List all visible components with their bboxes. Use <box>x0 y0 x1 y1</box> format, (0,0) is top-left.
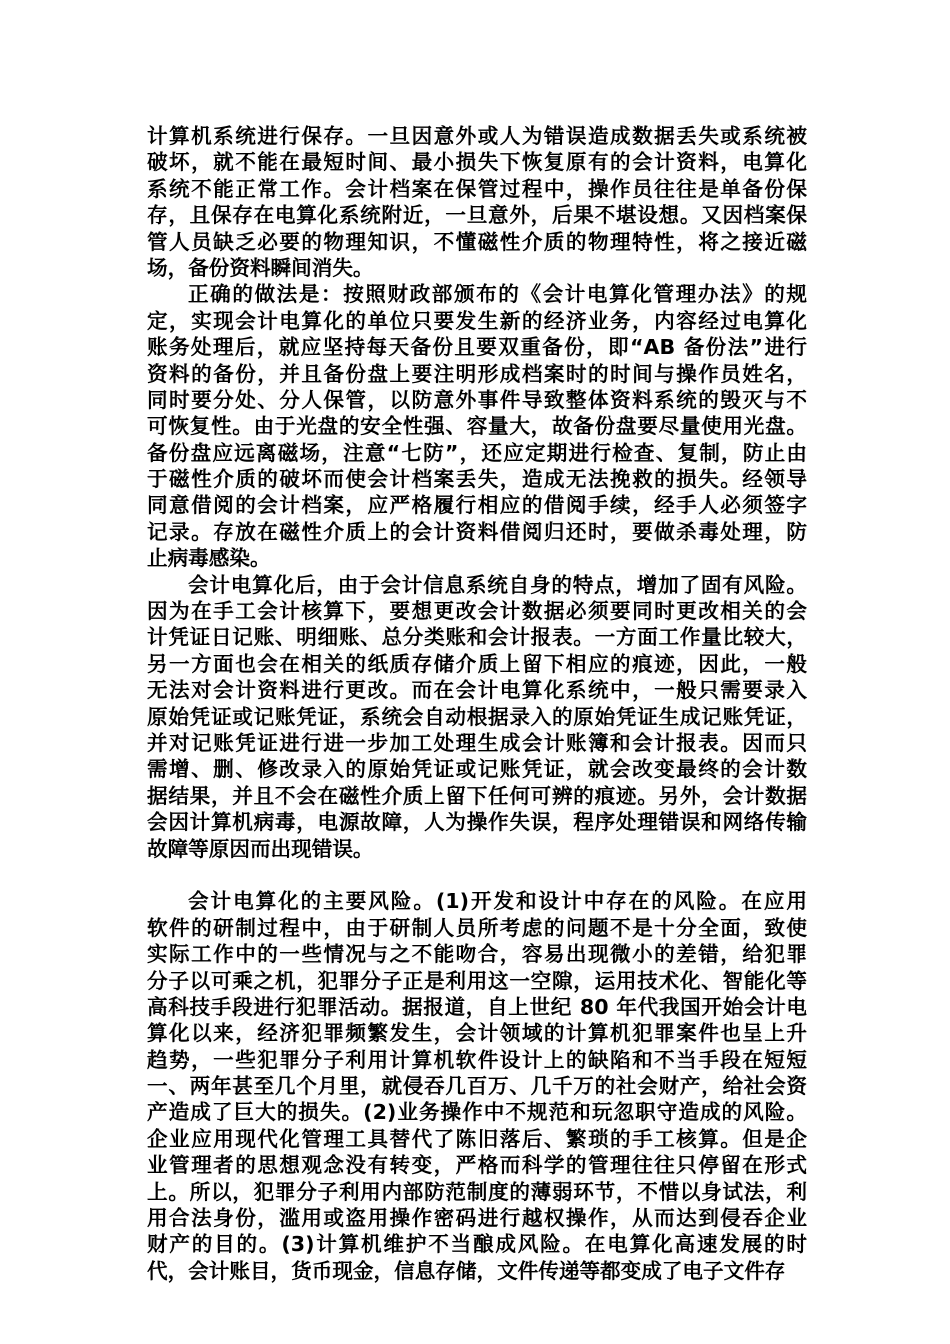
text-line: 同意借阅的会计档案，应严格履行相应的借阅手续，经手人必须签字 <box>147 493 807 518</box>
paragraph <box>147 281 807 571</box>
text-line: 软件的研制过程中，由于研制人员所考虑的问题不是十分全面，致使 <box>147 915 807 940</box>
text-line: 存，且保存在电算化系统附近，一旦意外，后果不堪设想。又因档案保 <box>147 203 807 228</box>
text-line: 管人员缺乏必要的物理知识，不懂磁性介质的物理特性，将之接近磁 <box>147 229 807 254</box>
text-line: 业管理者的思想观念没有转变，严格而科学的管理往往只停留在形式 <box>147 1153 807 1178</box>
text-line: 系统不能正常工作。会计档案在保管过程中，操作员往往是单备份保 <box>147 176 807 201</box>
text-line: 用合法身份，滥用或盗用操作密码进行越权操作，从而达到侵吞企业 <box>147 1206 807 1231</box>
text-line: 无法对会计资料进行更改。而在会计电算化系统中，一般只需要录入 <box>147 678 807 703</box>
text-line: 破坏，就不能在最短时间、最小损失下恢复原有的会计资料，电算化 <box>147 150 807 175</box>
document-body <box>147 123 807 1284</box>
text-line: 据结果，并且不会在磁性介质上留下任何可辨的痕迹。另外，会计数据 <box>147 783 807 808</box>
text-line: 另一方面也会在相关的纸质存储介质上留下相应的痕迹，因此，一般 <box>147 651 807 676</box>
text-line: 趋势，一些犯罪分子利用计算机软件设计上的缺陷和不当手段在短短 <box>147 1047 807 1072</box>
text-line: 于磁性介质的破坏而使会计档案丢失，造成无法挽救的损失。经领导 <box>147 467 807 492</box>
text-line: 计凭证日记账、明细账、总分类账和会计报表。一方面工作量比较大， <box>147 625 807 650</box>
text-line: 定，实现会计电算化的单位只要发生新的经济业务，内容经过电算化 <box>147 308 807 333</box>
text-line: 企业应用现代化管理工具替代了陈旧落后、繁琐的手工核算。但是企 <box>147 1126 807 1151</box>
text-line: 备份盘应远离磁场，注意“七防”，还应定期进行检查、复制，防止由 <box>147 440 807 465</box>
text-line: 故障等原因而出现错误。 <box>147 836 374 861</box>
text-line: 代，会计账目，货币现金，信息存储，文件传递等都变成了电子文件存 <box>147 1258 786 1283</box>
text-line: 原始凭证或记账凭证，系统会自动根据录入的原始凭证生成记账凭证， <box>147 704 807 729</box>
text-line: 资料的备份，并且备份盘上要注明形成档案时的时间与操作员姓名， <box>147 361 807 386</box>
text-line: 可恢复性。由于光盘的安全性强、容量大，故备份盘要尽量使用光盘。 <box>147 414 807 439</box>
text-line: 并对记账凭证进行进一步加工处理生成会计账簿和会计报表。因而只 <box>147 730 807 755</box>
text-line: 场，备份资料瞬间消失。 <box>147 255 374 280</box>
blank-line <box>147 862 807 888</box>
text-line: 算化以来，经济犯罪频繁发生，会计领域的计算机犯罪案件也呈上升 <box>147 1021 807 1046</box>
text-line: 产造成了巨大的损失。(2)业务操作中不规范和玩忽职守造成的风险。 <box>147 1100 807 1125</box>
text-line: 高科技手段进行犯罪活动。据报道，自上世纪 80 年代我国开始会计电 <box>147 994 807 1019</box>
text-line: 会计电算化的主要风险。(1)开发和设计中存在的风险。在应用 <box>188 889 807 914</box>
text-line: 一、两年甚至几个月里，就侵吞几百万、几千万的社会财产，给社会资 <box>147 1074 807 1099</box>
text-line: 财产的目的。(3)计算机维护不当酿成风险。在电算化高速发展的时 <box>147 1232 807 1257</box>
text-line: 会因计算机病毒，电源故障，人为操作失误，程序处理错误和网络传输 <box>147 810 807 835</box>
text-line: 实际工作中的一些情况与之不能吻合，容易出现微小的差错，给犯罪 <box>147 942 807 967</box>
text-line: 账务处理后，就应坚持每天备份且要双重备份，即“AB 备份法”进行 <box>147 335 807 360</box>
text-line: 会计电算化后，由于会计信息系统自身的特点，增加了固有风险。 <box>188 572 807 597</box>
paragraph <box>147 572 807 862</box>
text-line: 因为在手工会计核算下，要想更改会计数据必须要同时更改相关的会 <box>147 599 807 624</box>
text-line: 需增、删、修改录入的原始凭证或记账凭证，就会改变最终的会计数 <box>147 757 807 782</box>
paragraph <box>147 123 807 281</box>
paragraph <box>147 888 807 1284</box>
text-line: 止病毒感染。 <box>147 546 271 571</box>
text-line: 计算机系统进行保存。一旦因意外或人为错误造成数据丢失或系统被 <box>147 124 807 148</box>
text-line: 记录。存放在磁性介质上的会计资料借阅归还时，要做杀毒处理，防 <box>147 519 807 544</box>
text-line: 上。所以，犯罪分子利用内部防范制度的薄弱环节，不惜以身试法，利 <box>147 1179 807 1204</box>
text-line: 正确的做法是：按照财政部颁布的《会计电算化管理办法》的规 <box>188 282 807 307</box>
text-line: 分子以可乘之机，犯罪分子正是利用这一空隙，运用技术化、智能化等 <box>147 968 807 993</box>
text-line: 同时要分处、分人保管，以防意外事件导致整体资料系统的毁灭与不 <box>147 387 807 412</box>
